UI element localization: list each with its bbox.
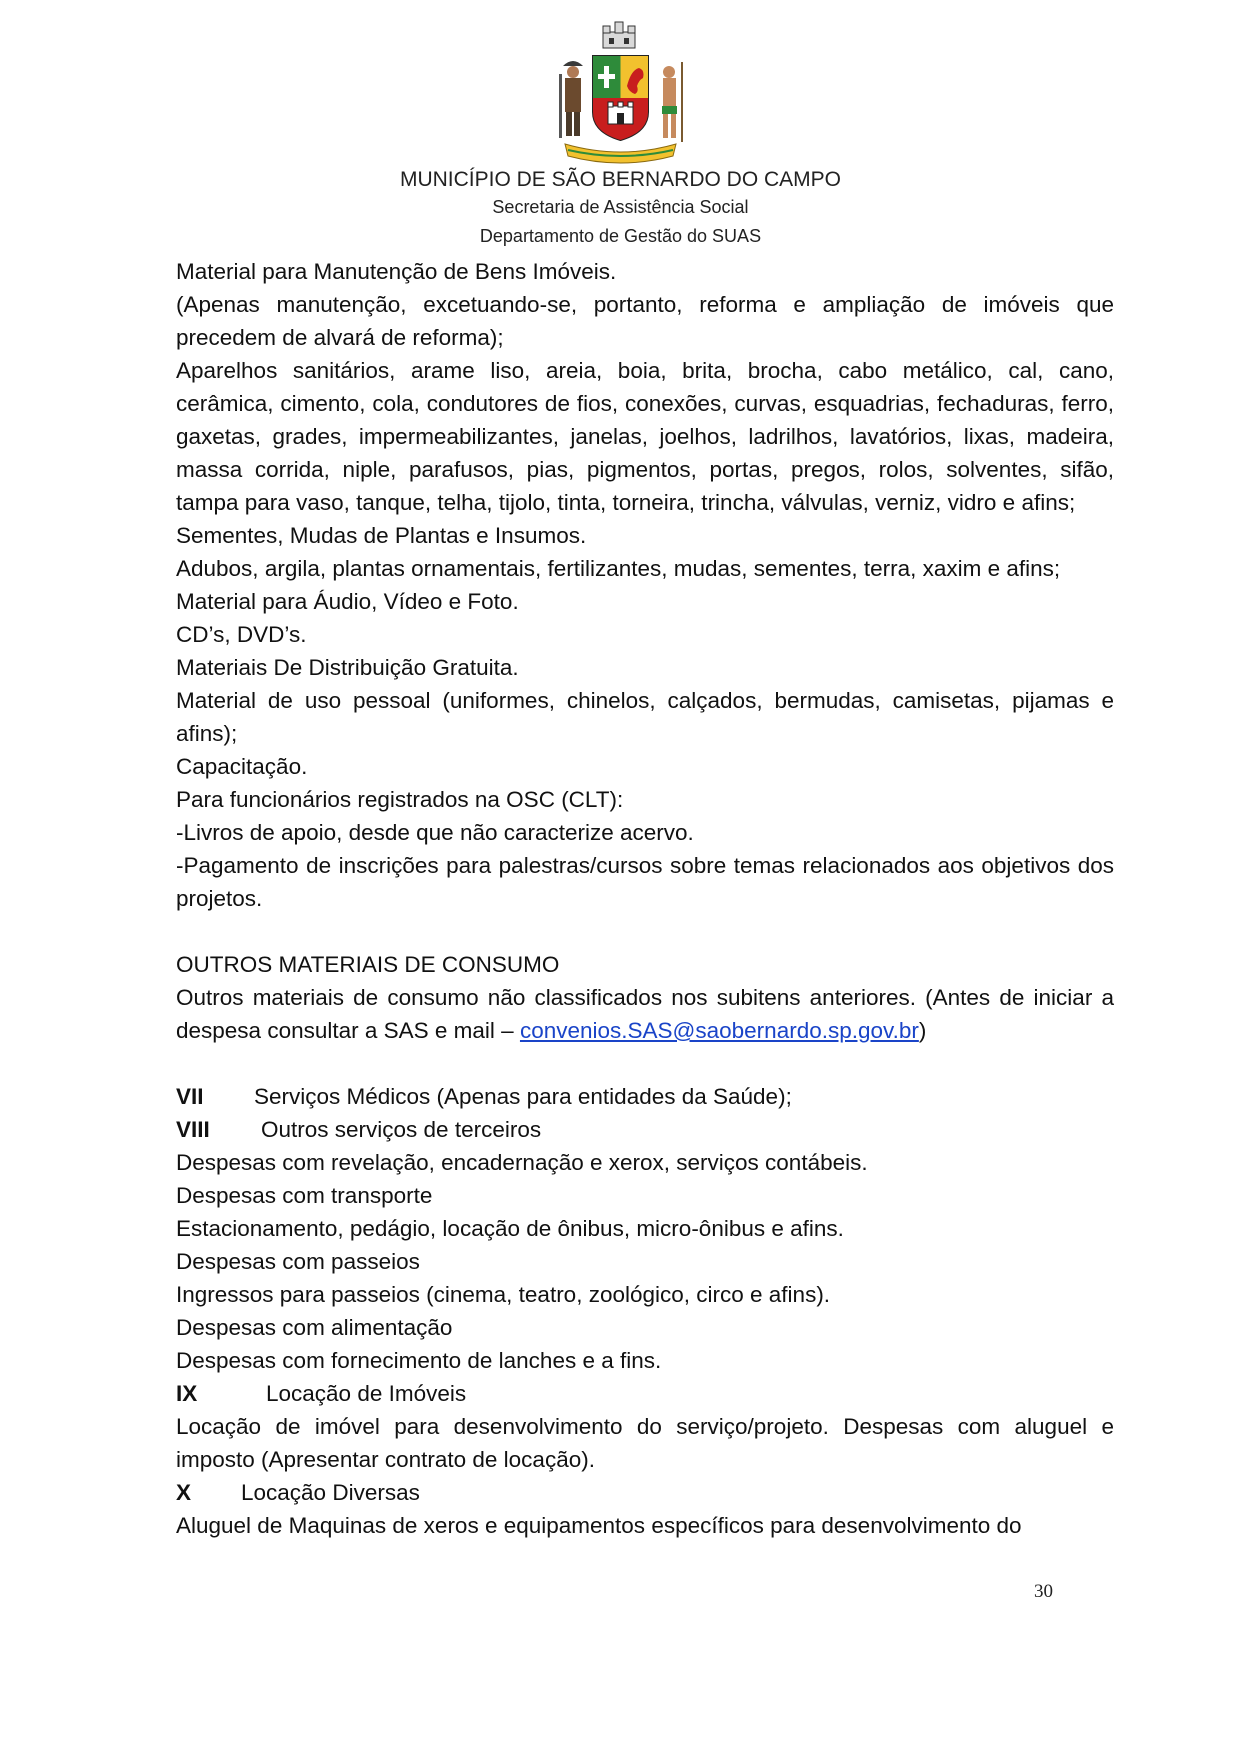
paragraph: Aluguel de Maquinas de xeros e equipamentos específicos para desenvolvimento do bbox=[176, 1513, 1022, 1538]
paragraph bbox=[176, 981, 1114, 1047]
paragraph: Sementes, Mudas de Plantas e Insumos. bbox=[176, 523, 587, 548]
municipal-coat-of-arms bbox=[553, 14, 688, 164]
section-item-title: Locação de Imóveis bbox=[266, 1381, 467, 1406]
paragraph: Material de uso pessoal (uniformes, chinelos, calçados, bermudas, camisetas, pijamas e afins); bbox=[176, 688, 1114, 746]
paragraph-text: ) bbox=[918, 1018, 927, 1043]
email-link[interactable]: convenios.SAS@saobernardo.sp.gov.br bbox=[519, 1018, 919, 1043]
roman-numeral: VIII bbox=[176, 1117, 210, 1142]
paragraph: Despesas com fornecimento de lanches e a fins. bbox=[176, 1348, 662, 1373]
paragraph: Materiais De Distribuição Gratuita. bbox=[176, 655, 519, 680]
paragraph: Aparelhos sanitários, arame liso, areia, boia, brita, brocha, cabo metálico, cal, cano, cerâmica, cimento, cola, condutores de fios, conexões, curvas, esquadrias, fechaduras, ferro, gaxetas, grades, impermeabilizantes, janelas, joelhos, ladrilhos, lavatórios, lixas, madeira, massa corrida, niple, parafusos, pias, pigmentos, portas, pregos, rolos, solventes, sifão, tampa para vaso, tanque, telha, tijolo, tinta, torneira, trincha, válvulas, verniz, vidro e afins; bbox=[176, 358, 1114, 515]
roman-numeral: X bbox=[176, 1480, 192, 1505]
paragraph: (Apenas manutenção, excetuando-se, portanto, reforma e ampliação de imóveis que precedem de alvará de reforma); bbox=[176, 292, 1114, 350]
paragraph-text: Outros materiais de consumo não classificados nos subitens anteriores. (Antes de iniciar a despesa consultar a SAS e mail – bbox=[176, 985, 1114, 1043]
paragraph: Material para Manutenção de Bens Imóveis. bbox=[176, 259, 617, 284]
paragraph: Despesas com passeios bbox=[176, 1249, 420, 1274]
paragraph: CD’s, DVD’s. bbox=[176, 622, 307, 647]
section-item-title: Locação Diversas bbox=[241, 1480, 420, 1505]
paragraph: Material para Áudio, Vídeo e Foto. bbox=[176, 589, 519, 614]
paragraph: Adubos, argila, plantas ornamentais, fertilizantes, mudas, sementes, terra, xaxim e afins; bbox=[176, 556, 1061, 581]
paragraph: Despesas com revelação, encadernação e xerox, serviços contábeis. bbox=[176, 1150, 868, 1175]
section-item-title: Serviços Médicos (Apenas para entidades da Saúde); bbox=[254, 1084, 792, 1109]
paragraph: -Pagamento de inscrições para palestras/cursos sobre temas relacionados aos objetivos dos projetos. bbox=[176, 853, 1114, 911]
paragraph: Despesas com alimentação bbox=[176, 1315, 453, 1340]
secretariat-subtitle: Secretaria de Assistência Social bbox=[492, 197, 749, 217]
paragraph: Capacitação. bbox=[176, 754, 308, 779]
municipality-title: MUNICÍPIO DE SÃO BERNARDO DO CAMPO bbox=[399, 168, 842, 191]
page-number: 30 bbox=[1034, 1581, 1053, 1602]
section-item-title: Outros serviços de terceiros bbox=[261, 1117, 542, 1142]
paragraph: Estacionamento, pedágio, locação de ônibus, micro-ônibus e afins. bbox=[176, 1216, 844, 1241]
section-item bbox=[176, 1113, 1114, 1146]
document-body bbox=[176, 255, 1114, 1542]
section-item bbox=[176, 1080, 1114, 1113]
section-item bbox=[176, 1377, 1114, 1410]
paragraph: -Livros de apoio, desde que não caracterize acervo. bbox=[176, 820, 694, 845]
section-item bbox=[176, 1476, 1114, 1509]
section-heading: OUTROS MATERIAIS DE CONSUMO bbox=[176, 952, 560, 977]
paragraph: Ingressos para passeios (cinema, teatro, zoológico, circo e afins). bbox=[176, 1282, 831, 1307]
roman-numeral: IX bbox=[176, 1381, 198, 1406]
roman-numeral: VII bbox=[176, 1084, 204, 1109]
paragraph: Despesas com transporte bbox=[176, 1183, 433, 1208]
department-subtitle: Departamento de Gestão do SUAS bbox=[479, 226, 762, 246]
paragraph: Locação de imóvel para desenvolvimento do serviço/projeto. Despesas com aluguel e imposto (Apresentar contrato de locação). bbox=[176, 1414, 1114, 1472]
paragraph: Para funcionários registrados na OSC (CLT): bbox=[176, 787, 624, 812]
